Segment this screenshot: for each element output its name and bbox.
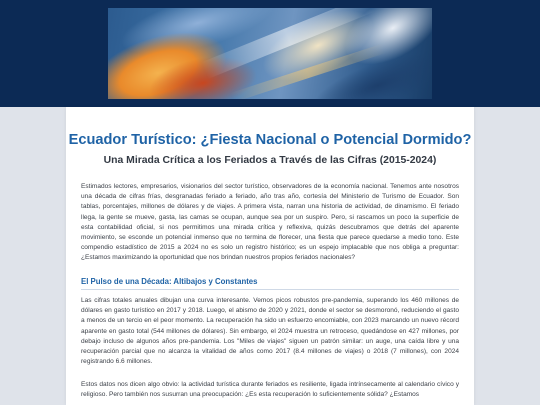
section-divider — [81, 289, 459, 290]
header-banner — [0, 0, 540, 107]
intro-paragraph: Estimados lectores, empresarios, visionarios del sector turístico, observadores de la economía nacional. Tenemos ante nosotros una década de cifras frías, desgranadas feriado a feriado, año tras año, cortesía del Ministerio de Turismo de Ecuador. Son tablas, porcentajes, millones de dólares y de viajes. A primera vista, narran una historia de actividad, de dinamismo. El feriado llega, la gente se mueve, gasta, las camas se ocupan, aunque sea por un suspiro. Pero, si rascamos un poco la superficie de esta contabilidad oficial, si nos permitimos una mirada crítica y reflexiva, quizás descubramos que detrás del aparente movimiento, se esconde un potencial inmenso que no termina de florecer, una fiesta que parece quedarse a medio tono. Este compendio estadístico de 2015 a 2024 no es solo un registro histórico; es un espejo implacable que nos obliga a preguntar: ¿Estamos maximizando la oportunidad que nos brindan nuestros propios feriados nacionales? — [81, 183, 459, 262]
section-paragraph: Las cifras totales anuales dibujan una curva interesante. Vemos picos robustos pre-pandemia, superando los 460 millones de dólares en gasto turístico en 2017 y 2018. Luego, el abismo de 2020 y 2021, donde el sector se desmoronó, reduciendo el gasto a menos de un tercio en el peor momento. La recuperación ha sido un esfuerzo encomiable, con 2023 marcando un nuevo récord aparente en gasto total (544 millones de dólares). Sin embargo, el 2024 muestra un retroceso, quedándose en 427 millones, por debajo incluso de algunos años pre-pandemia. Los "Miles de viajes" siguen un patrón similar: un auge, una caída libre y una recuperación parcial que no alcanza la vitalidad de años como 2017 (8.4 millones de viajes) o 2018 (7 millones), con 2024 registrando 6.6 millones. — [81, 297, 459, 366]
article-card — [66, 107, 474, 405]
abstract-painting-image — [108, 8, 432, 99]
article-title: Ecuador Turístico: ¿Fiesta Nacional o Potencial Dormido? — [68, 132, 472, 148]
closing-paragraph: Estos datos nos dicen algo obvio: la actividad turística durante feriados es resiliente, ligada intrínsecamente al calendario cívico y religioso. Pero también nos susurran una preocupación: ¿Es esta recuperación lo suficientemente sólida? ¿Estamos — [81, 381, 459, 399]
article-subtitle: Una Mirada Crítica a los Feriados a Través de las Cifras (2015-2024) — [103, 155, 437, 166]
section-heading: El Pulso de una Década: Altibajos y Constantes — [81, 277, 258, 286]
